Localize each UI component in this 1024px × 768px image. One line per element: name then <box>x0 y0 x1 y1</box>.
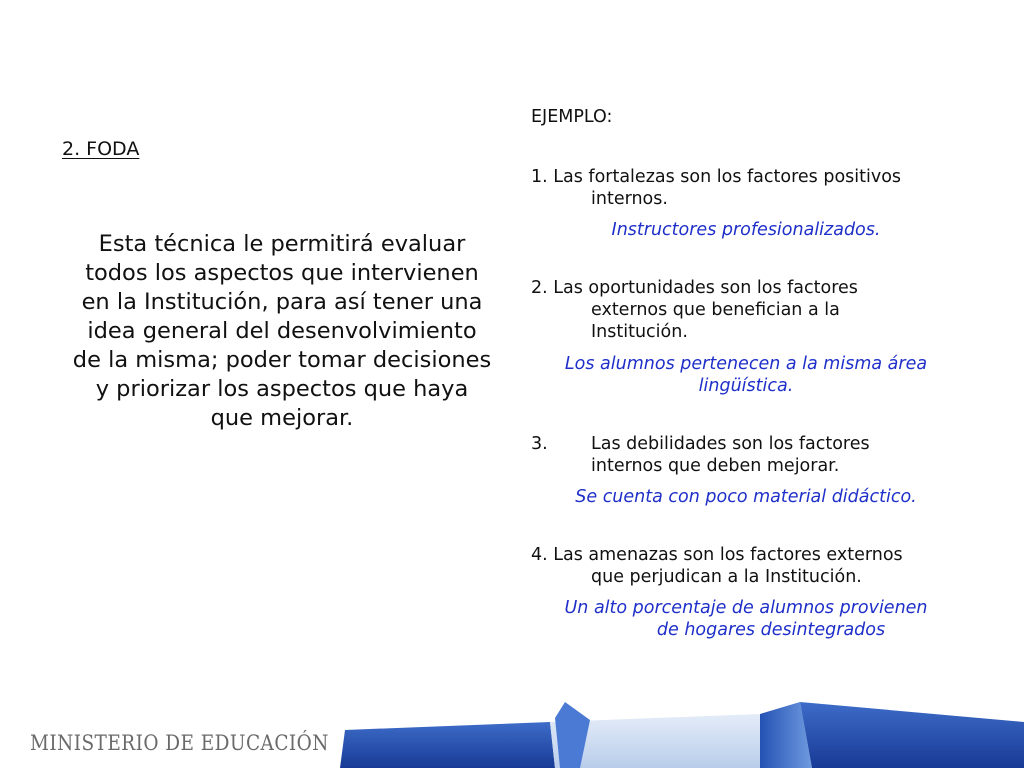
section-heading: 2. FODA <box>62 138 140 160</box>
item-text-line: 4. Las amenazas son los factores externos <box>531 545 903 565</box>
example-amenazas <box>531 597 961 641</box>
list-item-oportunidades <box>531 277 971 343</box>
item-text-line: 2. Las oportunidades son los factores <box>531 278 858 298</box>
example-debilidades: Se cuenta con poco material didáctico. <box>575 487 917 507</box>
example-oportunidades <box>531 353 961 397</box>
example-fortalezas: Instructores profesionalizados. <box>611 220 881 240</box>
example-line: Un alto porcentaje de alumnos provienen <box>564 598 928 618</box>
item-text-line: Institución. <box>591 322 688 342</box>
foda-description: Esta técnica le permitirá evaluar todos los aspectos que intervienen en la Institución, para así tener una idea general del desenvolvimiento de la misma; poder tomar decisiones y priorizar los aspectos que haya que mejorar. <box>72 231 492 431</box>
item-text-line: Las debilidades son los factores <box>591 434 870 454</box>
item-number: 3. <box>531 434 548 454</box>
example-line: de hogares desintegrados <box>656 620 886 640</box>
list-item-fortalezas <box>531 166 971 210</box>
item-text-line: externos que benefician a la <box>591 300 840 320</box>
item-text-line: 1. Las fortalezas son los factores positivos <box>531 167 902 187</box>
item-text-line: que perjudican a la Institución. <box>591 567 862 587</box>
item-text-line: internos. <box>591 189 668 209</box>
example-label: EJEMPLO: <box>531 107 613 127</box>
item-text-line: internos que deben mejorar. <box>591 456 840 476</box>
example-line: lingüística. <box>698 376 794 396</box>
ministry-logo-text: MINISTERIO DE EDUCACIÓN <box>30 731 329 755</box>
list-item-debilidades <box>531 433 971 477</box>
list-item-amenazas <box>531 544 971 588</box>
example-line: Los alumnos pertenecen a la misma área <box>564 354 928 374</box>
